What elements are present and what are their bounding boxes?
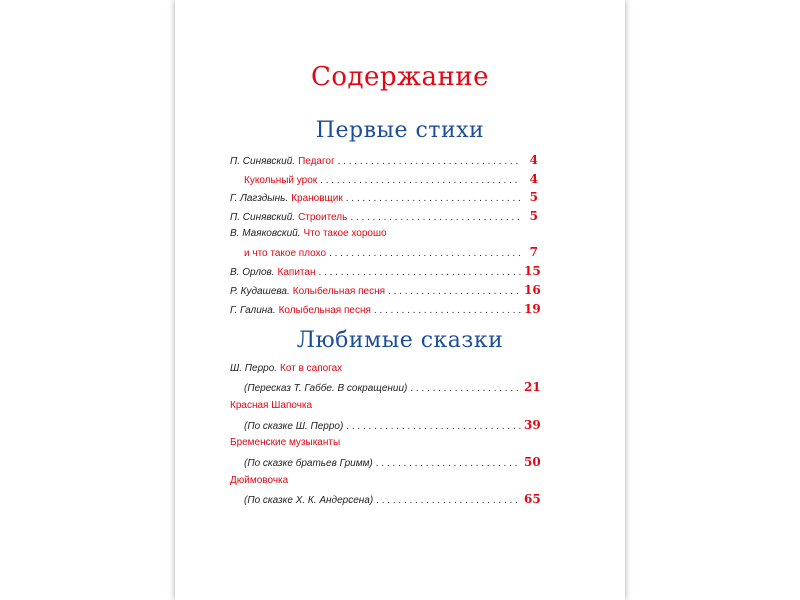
entry-page-number: 21 <box>524 380 541 394</box>
entry-author: П. Синявский. <box>230 212 296 223</box>
dot-leader <box>319 265 522 281</box>
entry-title: Строитель <box>298 212 348 223</box>
dot-leader <box>346 191 521 207</box>
entry-author: Г. Галина. <box>230 305 276 316</box>
entry-author: Г. Лагздынь. <box>230 193 289 204</box>
book-page <box>175 0 625 600</box>
dot-leader <box>350 210 521 226</box>
toc-entry <box>230 263 541 279</box>
entry-page-number: 5 <box>529 209 538 223</box>
entry-page-number: 50 <box>524 455 541 469</box>
toc-entry-note <box>244 491 541 507</box>
toc-entry <box>230 208 538 224</box>
entry-author: В. Орлов. <box>230 267 275 278</box>
entry-title: Колыбельная песня <box>278 305 371 316</box>
entry-author: Р. Кудашева. <box>230 286 290 297</box>
entry-note: (По сказке братьев Гримм) <box>244 458 373 469</box>
entry-author: В. Маяковский. <box>230 228 301 239</box>
toc-entry-continuation <box>244 244 538 260</box>
dot-leader <box>376 456 521 472</box>
entry-title: Капитан <box>277 267 316 278</box>
entry-page-number: 7 <box>529 245 538 259</box>
dot-leader <box>329 246 521 262</box>
entry-title: Красная Шапочка <box>230 400 313 411</box>
entry-author: Ш. Перро. <box>230 363 278 374</box>
dot-leader <box>410 381 521 397</box>
toc-entry <box>230 189 538 205</box>
toc-entry <box>230 282 541 298</box>
dot-leader <box>374 303 521 319</box>
page-title: Содержание <box>310 62 490 92</box>
dot-leader <box>320 173 521 189</box>
toc-entry <box>230 301 541 317</box>
section-title-first-poems: Первые стихи <box>315 118 485 143</box>
entry-title: Кот в сапогах <box>280 363 343 374</box>
toc-entry-note <box>244 417 541 433</box>
dot-leader <box>338 154 521 170</box>
toc-entry <box>230 226 538 242</box>
dot-leader <box>388 284 521 300</box>
entry-title: Кукольный урок <box>244 175 318 186</box>
dot-leader <box>346 419 521 435</box>
entry-page-number: 19 <box>524 302 541 316</box>
entry-page-number: 15 <box>524 264 541 278</box>
toc-entry <box>230 361 538 377</box>
toc-entry <box>230 473 538 489</box>
entry-page-number: 39 <box>524 418 541 432</box>
toc-entry-note <box>244 379 541 395</box>
toc-entry <box>230 398 538 414</box>
entry-title: Дюймовочка <box>230 475 289 486</box>
entry-author: П. Синявский. <box>230 156 296 167</box>
entry-title: Колыбельная песня <box>292 286 386 297</box>
entry-page-number: 4 <box>529 172 538 186</box>
entry-note: (По сказке Х. К. Андерсена) <box>244 495 374 506</box>
entry-title: Что такое хорошо <box>303 228 387 239</box>
entry-note: (Пересказ Т. Габбе. В сокращении) <box>244 383 408 394</box>
entry-page-number: 65 <box>524 492 541 506</box>
entry-page-number: 4 <box>529 153 538 167</box>
entry-note: (По сказке Ш. Перро) <box>244 421 344 432</box>
toc-entry-note <box>244 454 541 470</box>
dot-leader <box>376 493 521 509</box>
toc-entry <box>244 171 538 187</box>
toc-entry <box>230 435 538 451</box>
entry-title-continuation: и что такое плохо <box>244 248 327 259</box>
section-title-favorite-tales: Любимые сказки <box>296 328 504 353</box>
entry-page-number: 16 <box>524 283 541 297</box>
entry-page-number: 5 <box>529 190 538 204</box>
entry-title: Крановщик <box>291 193 343 204</box>
entry-title: Педагог <box>298 156 335 167</box>
entry-title: Бременские музыканты <box>230 437 341 448</box>
toc-entry <box>230 152 538 168</box>
